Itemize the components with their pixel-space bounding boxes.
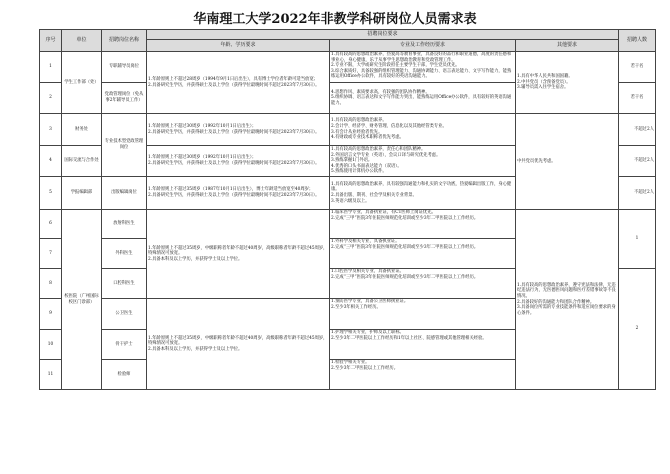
post-cell: 出版编辑岗位 bbox=[102, 177, 147, 210]
count-cell: 不超过2人 bbox=[619, 146, 656, 177]
other-requirements-cell: 中共党员优先考虑。 bbox=[516, 114, 619, 210]
post-cell: 公卫医生 bbox=[102, 299, 147, 330]
age-education-cell: 1.年龄原则上不超过30周岁（1992年10月1日后出生）； 2.具备研究生学历，并获得硕士及以上学位（获得学位最晚时间不超过2023年7月30日）。 bbox=[147, 114, 330, 146]
unit-cell: 国际交流与合作处 bbox=[62, 146, 102, 177]
header-seq: 序号 bbox=[40, 30, 62, 52]
count-cell: 若干名 bbox=[619, 83, 656, 114]
age-education-cell: 1.年龄原则上不超过28周岁（1994年9月1日后出生），具有博士学位者年龄可适当放宽； 2.具备研究生学历，并获得硕士及以上学位（获得学位最晚时间不超过2023年7月30日）。 bbox=[147, 52, 330, 114]
seq-cell: 5 bbox=[40, 177, 62, 210]
post-cell: 骨干护士 bbox=[102, 330, 147, 360]
seq-cell: 6 bbox=[40, 210, 62, 239]
post-cell: 专业技术型党政管理岗位 bbox=[102, 114, 147, 177]
header-other: 其他要求 bbox=[516, 40, 619, 52]
header-requirements: 招聘岗位要求 bbox=[147, 30, 619, 40]
post-cell: 专职辅导员岗位 bbox=[102, 52, 147, 83]
seq-cell: 2 bbox=[40, 83, 62, 114]
seq-cell: 9 bbox=[40, 299, 62, 330]
seq-cell: 11 bbox=[40, 360, 62, 390]
major-experience-cell: 1.具有较高的思想政治素养，具有较强沟通能力和扎实的文字功底，热爱编辑出版工作，身心健康。 2.具备出版、期刊、社会学及相关专业背景。 3.英语六级及以上。 bbox=[330, 177, 516, 210]
post-cell: 放射科医生 bbox=[102, 210, 147, 239]
post-cell: 外科医生 bbox=[102, 239, 147, 269]
header-post: 招聘岗位名称 bbox=[102, 30, 147, 52]
unit-cell: 学生工作部（处） bbox=[62, 52, 102, 114]
count-cell: 不超过2人 bbox=[619, 114, 656, 146]
other-requirements-cell: 1.具有中华人民共和国国籍。 2.中共党员（含预备党员）。 3.辅导员需入住学生宿舍。 bbox=[516, 52, 619, 114]
header-count: 招聘人数 bbox=[619, 30, 656, 52]
seq-cell: 1 bbox=[40, 52, 62, 83]
count-cell: 若干名 bbox=[619, 52, 656, 83]
age-education-cell: 1.年龄原则上不超过35周岁（1987年10月1日后出生），博士年龄适当放宽至40周岁； 2.具备研究生学历，并获得硕士及以上学位（获得学位最晚时间不超过2023年7月30日）。 bbox=[147, 177, 330, 210]
major-experience-cell: 1.护理学相关专业，护师及以上职称。 2.至少3年二甲医院以上工作经历和1年以上社区、院感管理或其他管理相关经验。 bbox=[330, 330, 516, 360]
other-requirements-cell: 1.具有较高的思想政治素养，遵守宪法和法律，无违纪违法行为，无医德医风问题和医疗差错事故等不良情况。 2.具备较好的沟通能力和团队合作精神。 3.具备岗位所需的专业技能条件和适应岗位要求的身心条件。 bbox=[516, 210, 619, 390]
count-cell: 1 bbox=[619, 210, 656, 269]
seq-cell: 4 bbox=[40, 146, 62, 177]
page-title: 华南理工大学2022年非教学科研岗位人员需求表 bbox=[193, 12, 477, 27]
unit-cell: 学报编辑部 bbox=[62, 177, 102, 210]
seq-cell: 3 bbox=[40, 114, 62, 146]
major-experience-cell: 1.口腔医学及相关专业，具备执业证。 2.完成“三甲”医院3年住院医师规范化培训或至少3年二甲医院以上工作经历。 bbox=[330, 269, 516, 299]
major-experience-cell: 1.具有较高的思想政治素养，责任心和团队精神。 2.外国语言文学专业（英语），会议口译与研究优先考虑。 3.熟练掌握1门外语。 4.优秀的口头书面表达能力（双语）。 5.熟练使用计算机办公软件。 bbox=[330, 146, 516, 177]
post-cell: 口腔科医生 bbox=[102, 269, 147, 299]
seq-cell: 8 bbox=[40, 269, 62, 299]
count-cell: 不超过2人 bbox=[619, 177, 656, 210]
header-age-education: 年龄、学历要求 bbox=[147, 40, 330, 52]
major-experience-cell: 1.具有较高的思想政治素养。 2.会计学、经济学、财务管理、信息化以及其他经管类专业。 3.有会计从业经验者优先。 4.有财政或专业技术职称者优先考虑。 bbox=[330, 114, 516, 146]
major-experience-cell: 1.具有较高的思想政治素养，热爱高等教育事业，具备良好的品行和职业道德，高度的责任感和事业心，身心健康，乐于从事学生思想政治教育和党政管理工作。 2.专业不限，大学或研究生阶段担任主要学生干部，学生党员优先。 3.综合素质好，具备较强的组织管理能力、沟通协调能力、语言表达能力、文字写作能力，能熟练运用Office办公软件，具有较好的英语沟通能力。 bbox=[330, 52, 516, 83]
header-unit: 单位 bbox=[62, 30, 102, 52]
major-experience-cell: 1.预防医学专业，具备公卫医师执业证。 2.至少3年相关工作经历。 bbox=[330, 299, 516, 330]
major-experience-cell: 1.外科学及相关专业，具备执业证。 2.完成“三甲”医院3年住院医师规范化培训或至少3年二甲医院以上工作经历。 bbox=[330, 239, 516, 269]
major-experience-cell: 4.思想作风、素质要求高，有较强的团队协作精神。 5.组织协调、语言表达和文字写作能力突出，能熟练运用Office办公软件，具有较好的英语沟通能力。 bbox=[330, 83, 516, 114]
seq-cell: 7 bbox=[40, 239, 62, 269]
unit-cell: 校医院（广州国际校区门诊部） bbox=[62, 210, 102, 390]
seq-cell: 10 bbox=[40, 330, 62, 360]
post-cell: 检验师 bbox=[102, 360, 147, 390]
unit-cell: 财务处 bbox=[62, 114, 102, 146]
header-major-experience: 专业及工作经历要求 bbox=[330, 40, 516, 52]
major-experience-cell: 1.检验学相关专业。 2.至少3年二甲医院以上工作经历。 bbox=[330, 360, 516, 390]
post-cell: 党政管理岗位（免从事2年辅导员工作） bbox=[102, 83, 147, 114]
age-education-cell: 1.年龄原则上不超过35周岁，中级职称者年龄不超过40周岁，高级职称者年龄不超过45周岁，特殊情况可放宽。 2.具备本科及以上学历，并获得学士及以上学位。 bbox=[147, 299, 330, 390]
age-education-cell: 1.年龄原则上不超过30周岁（1992年10月1日后出生）； 2.具备研究生学历，并获得硕士及以上学位（获得学位最晚时间不超过2023年7月30日）。 bbox=[147, 146, 330, 177]
recruitment-table bbox=[39, 29, 656, 390]
major-experience-cell: 1.临床医学专业，具备执业证，有CT医师上岗证优先。 2.完成“三甲”医院3年住院医师规范化培训或至少3年二甲医院以上工作经历。 bbox=[330, 210, 516, 239]
age-education-cell: 1.年龄原则上不超过35周岁，中级职称者年龄不超过40周岁，高级职称者年龄不超过45周岁，特殊情况可放宽。 2.具备本科及以上学历，并获得学士及以上学位。 bbox=[147, 210, 330, 299]
count-cell: 2 bbox=[619, 269, 656, 390]
